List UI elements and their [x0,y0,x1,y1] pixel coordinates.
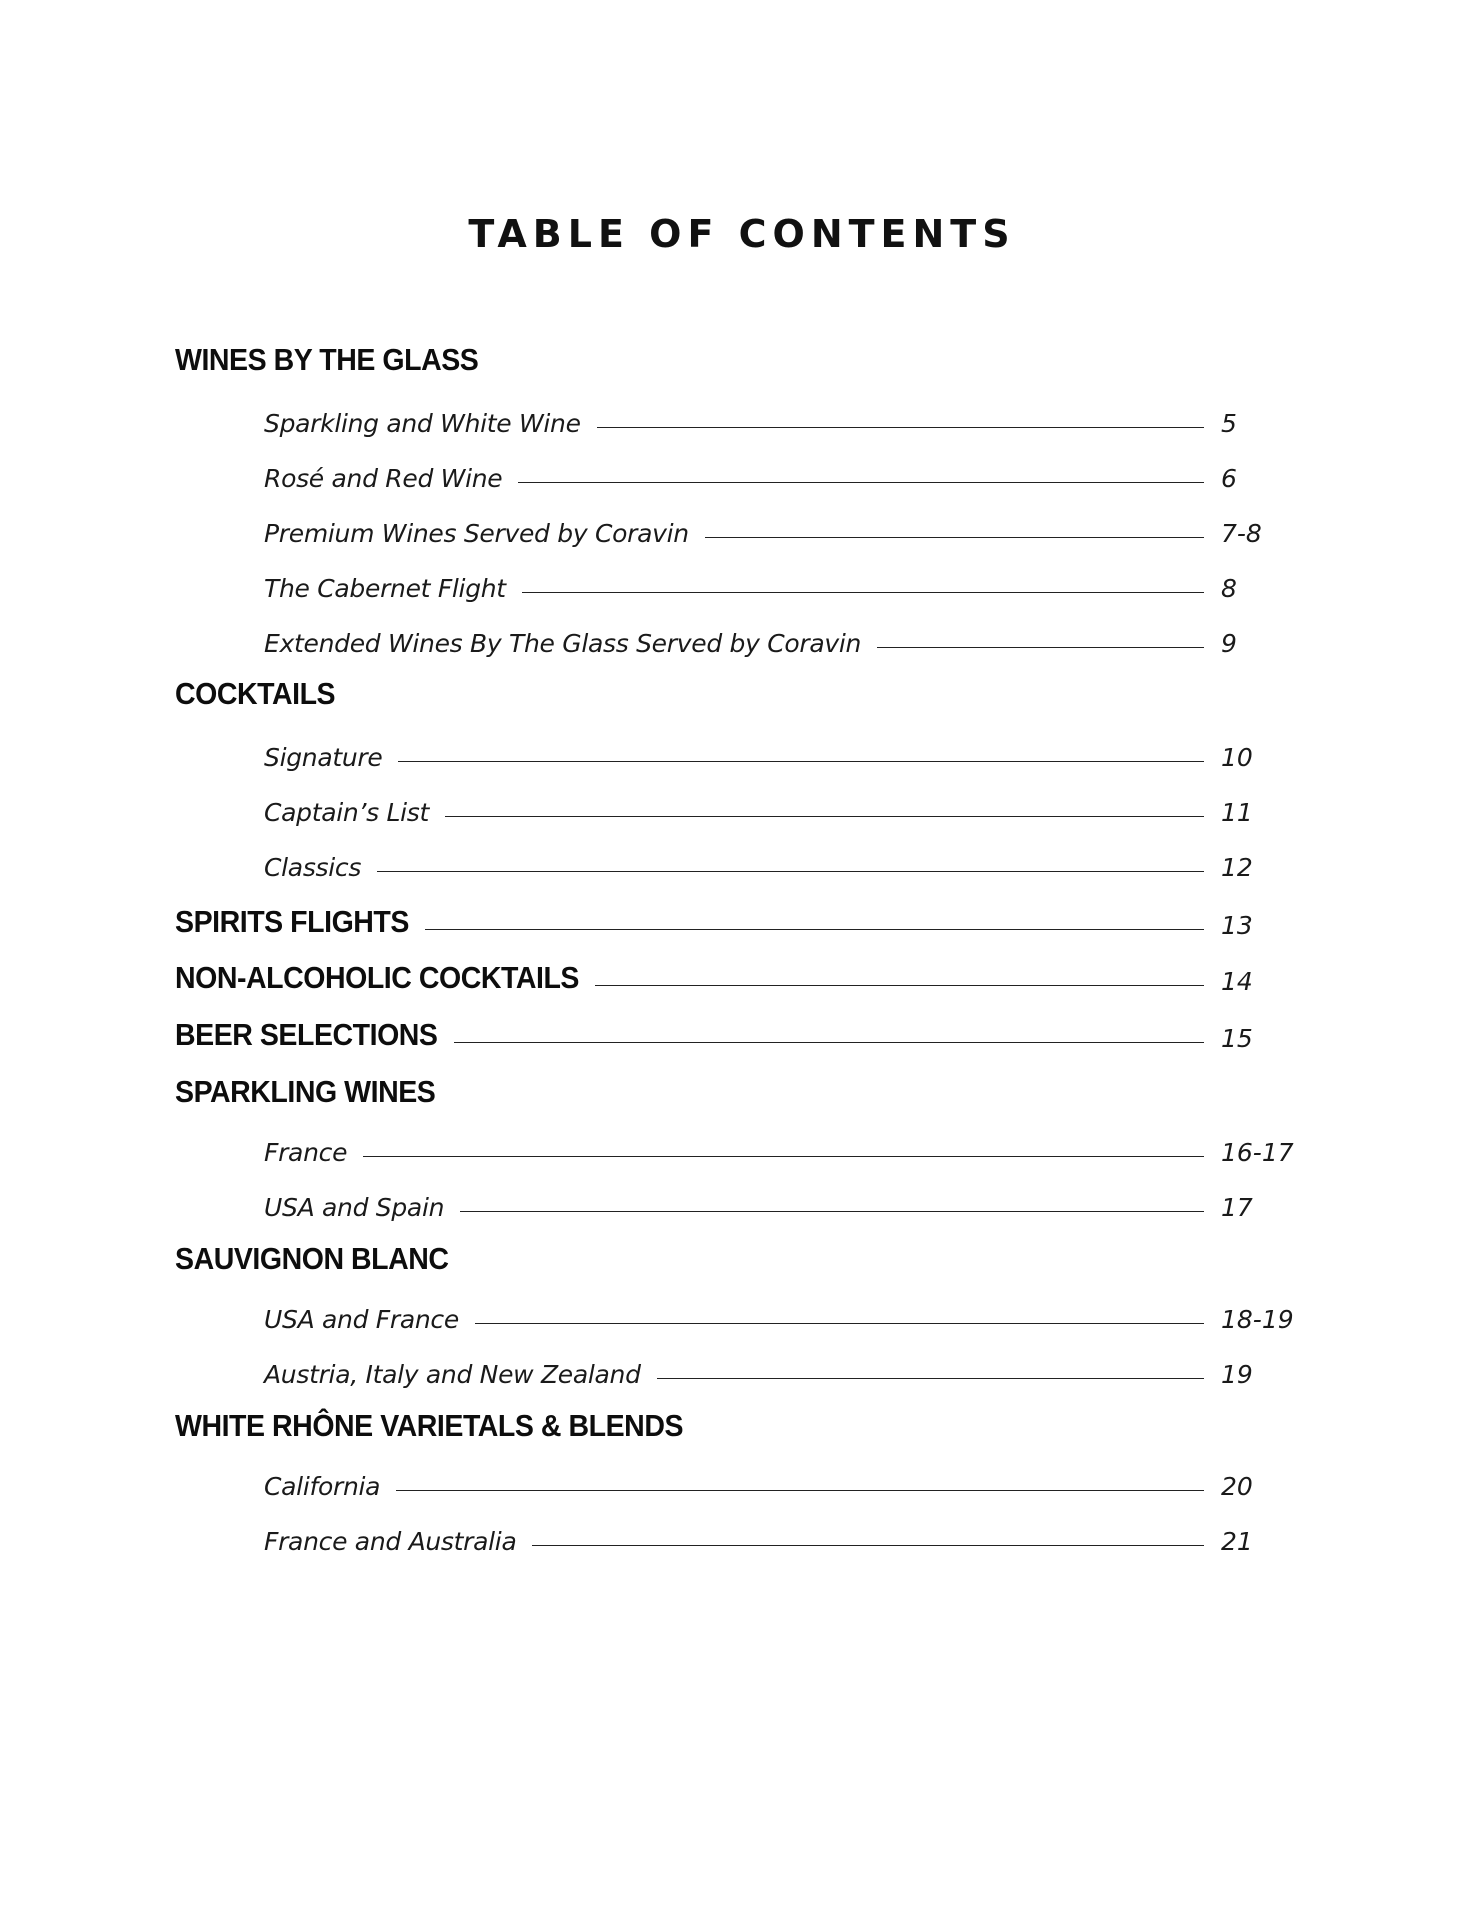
page-number: 15 [1221,1024,1253,1053]
page-number: 7-8 [1221,519,1262,548]
toc-entry-sparkling-and-white-wine[interactable] [0,402,1484,442]
entry-label: Classics [264,853,362,882]
page-title: TABLE OF CONTENTS [468,212,1016,256]
page-number: 18-19 [1221,1305,1294,1334]
toc-entry-france-sparkling[interactable] [0,1131,1484,1171]
dotted-leader [398,761,1204,762]
page-number: 9 [1221,629,1237,658]
dotted-leader [595,985,1204,986]
dotted-leader [877,647,1204,648]
entry-label: Austria, Italy and New Zealand [264,1360,641,1389]
entry-label: France and Australia [264,1527,517,1556]
toc-entry-classics[interactable] [0,846,1484,886]
page-number: 12 [1221,853,1253,882]
toc-entry-california[interactable] [0,1465,1484,1505]
page-number: 21 [1221,1527,1253,1556]
section-heading: SAUVIGNON BLANC [175,1241,449,1276]
dotted-leader [522,592,1204,593]
page-number: 6 [1221,464,1237,493]
toc-entry-usa-and-spain[interactable] [0,1186,1484,1226]
dotted-leader [597,427,1204,428]
page-number: 17 [1221,1193,1253,1222]
entry-label: Signature [264,743,383,772]
section-heading: NON-ALCOHOLIC COCKTAILS [175,960,579,995]
entry-label: France [264,1138,348,1167]
toc-section-cocktails[interactable] [0,676,1484,716]
section-heading: SPARKLING WINES [175,1074,436,1109]
dotted-leader [657,1378,1204,1379]
section-heading: BEER SELECTIONS [175,1017,438,1052]
entry-label: Sparkling and White Wine [264,409,581,438]
entry-label: California [264,1472,381,1501]
dotted-leader [445,816,1204,817]
page-number: 14 [1221,967,1253,996]
toc-section-spirits-flights[interactable] [0,904,1484,944]
section-heading: SPIRITS FLIGHTS [175,904,409,939]
toc-entry-premium-wines-coravin[interactable] [0,512,1484,552]
toc-section-wines-by-the-glass[interactable] [0,342,1484,382]
toc-section-sauvignon-blanc[interactable] [0,1241,1484,1281]
toc-entry-usa-and-france[interactable] [0,1298,1484,1338]
section-heading: WINES BY THE GLASS [175,342,479,377]
dotted-leader [363,1156,1204,1157]
page-number: 10 [1221,743,1253,772]
toc-entry-france-and-australia[interactable] [0,1520,1484,1560]
toc-entry-cabernet-flight[interactable] [0,567,1484,607]
page-number: 11 [1221,798,1253,827]
dotted-leader [705,537,1204,538]
toc-section-white-rhone[interactable] [0,1408,1484,1448]
entry-label: Rosé and Red Wine [264,464,503,493]
section-heading: WHITE RHÔNE VARIETALS & BLENDS [175,1408,684,1443]
toc-entry-austria-italy-nz[interactable] [0,1353,1484,1393]
dotted-leader [377,871,1204,872]
page-number: 13 [1221,911,1253,940]
toc-entry-extended-wines-coravin[interactable] [0,622,1484,662]
page-number: 5 [1221,409,1237,438]
dotted-leader [475,1323,1204,1324]
section-heading: COCKTAILS [175,676,336,711]
entry-label: Premium Wines Served by Coravin [264,519,689,548]
toc-entry-signature[interactable] [0,736,1484,776]
dotted-leader [532,1545,1204,1546]
entry-label: USA and France [264,1305,459,1334]
toc-entry-rose-and-red-wine[interactable] [0,457,1484,497]
entry-label: Captain’s List [264,798,429,827]
page-number: 16-17 [1221,1138,1294,1167]
toc-section-sparkling-wines[interactable] [0,1074,1484,1114]
page-number: 19 [1221,1360,1253,1389]
entry-label: USA and Spain [264,1193,445,1222]
dotted-leader [425,929,1204,930]
page-number: 8 [1221,574,1237,603]
dotted-leader [518,482,1204,483]
entry-label: Extended Wines By The Glass Served by Coravin [264,629,862,658]
dotted-leader [396,1490,1204,1491]
toc-section-non-alcoholic-cocktails[interactable] [0,960,1484,1000]
dotted-leader [454,1042,1204,1043]
entry-label: The Cabernet Flight [264,574,506,603]
toc-section-beer-selections[interactable] [0,1017,1484,1057]
dotted-leader [460,1211,1204,1212]
toc-entry-captains-list[interactable] [0,791,1484,831]
page-number: 20 [1221,1472,1253,1501]
